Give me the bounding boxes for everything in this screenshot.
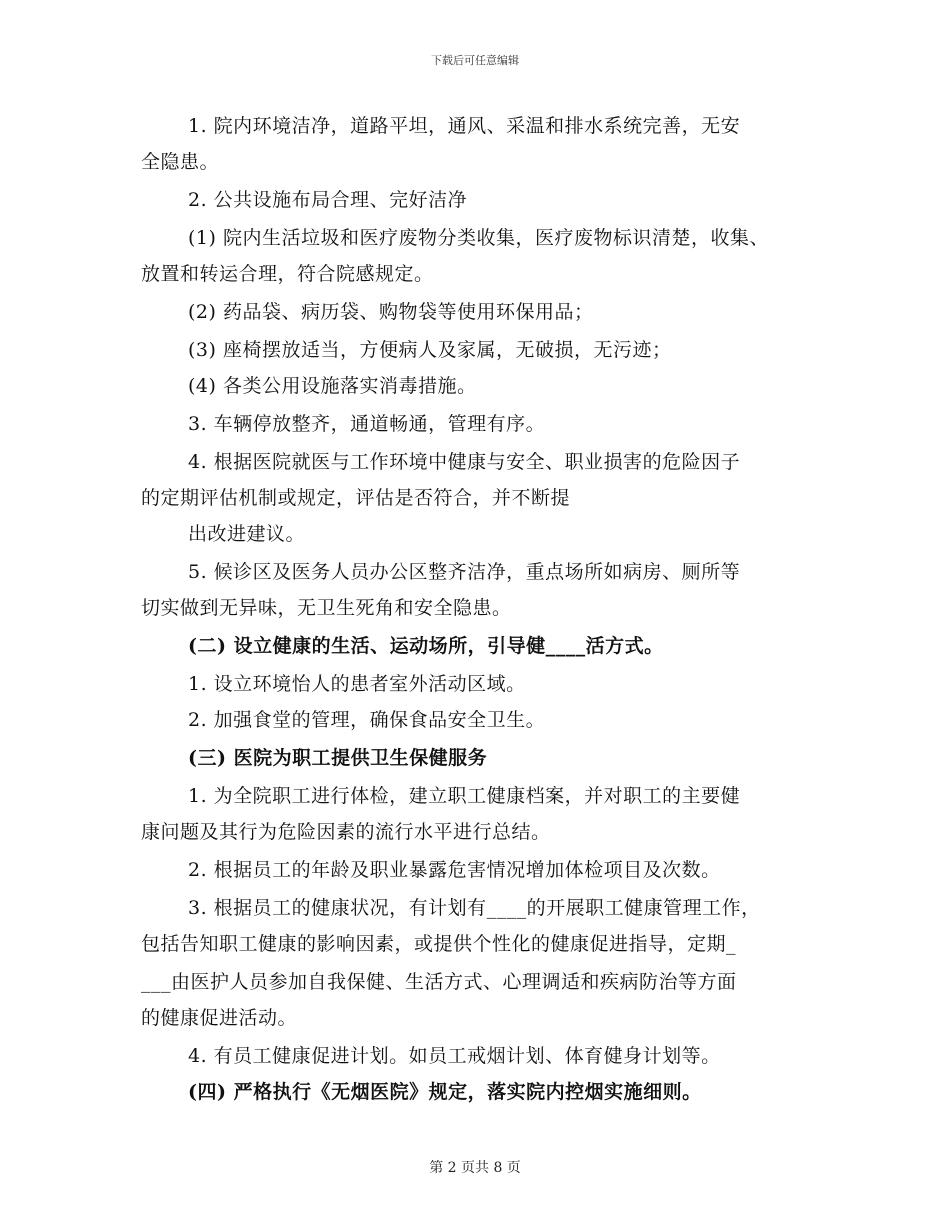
paragraph-line: 5. 候诊区及医务人员办公区整齐洁净，重点场所如病房、厕所等 [188,561,741,583]
paragraph-line: 康问题及其行为危险因素的流行水平进行总结。 [141,821,551,843]
paragraph-line: 放置和转运合理，符合院感规定。 [141,263,434,285]
paragraph-line: 2. 根据员工的年龄及职业暴露危害情况增加体检项目及次数。 [188,859,721,881]
paragraph-line: 1. 设立环境怡人的患者室外活动区域。 [188,673,526,695]
paragraph-line: 全隐患。 [141,151,220,173]
paragraph-line: (3) 座椅摆放适当，方便病人及家属，无破损，无污迹； [188,339,672,361]
paragraph-line: 4. 有员工健康促进计划。如员工戒烟计划、体育健身计划等。 [188,1045,721,1067]
section-heading: (四) 严格执行《无烟医院》规定，落实院内控烟实施细则。 [188,1081,702,1103]
paragraph-line: (4) 各类公用设施落实消毒措施。 [188,375,477,397]
paragraph-line: 的健康促进活动。 [141,1007,298,1029]
section-heading: (二) 设立健康的生活、运动场所，引导健____活方式。 [188,635,664,657]
paragraph-line: 切实做到无异味，无卫生死角和安全隐患。 [141,597,512,619]
paragraph-line: 1. 为全院职工进行体检，建立职工健康档案，并对职工的主要健 [188,785,741,807]
paragraph-line: (1) 院内生活垃圾和医疗废物分类收集，医疗废物标识清楚，收集、 [188,227,769,249]
page-header: 下载后可任意编辑 [431,54,519,67]
paragraph-line: 出改进建议。 [188,523,306,545]
paragraph-line: 2. 公共设施布局合理、完好洁净 [188,189,468,211]
paragraph-line: 1. 院内环境洁净，道路平坦，通风、采温和排水系统完善，无安 [188,115,741,137]
paragraph-line: 3. 车辆停放整齐，通道畅通，管理有序。 [188,413,546,435]
paragraph-line: ___由医护人员参加自我保健、生活方式、心理调适和疾病防治等方面 [141,971,737,993]
paragraph-line: 3. 根据员工的健康状况，有计划有____的开展职工健康管理工作， [188,897,761,919]
paragraph-line: 2. 加强食堂的管理，确保食品安全卫生。 [188,709,546,731]
paragraph-line: 4. 根据医院就医与工作环境中健康与安全、职业损害的危险因子 [188,451,741,473]
paragraph-line: 包括告知职工健康的影响因素，或提供个性化的健康促进指导，定期_ [141,933,737,955]
paragraph-line: 的定期评估机制或规定，评估是否符合，并不断提 [141,487,571,509]
page-footer: 第 2 页共 8 页 [429,1160,521,1176]
paragraph-line: (2) 药品袋、病历袋、购物袋等使用环保用品； [188,301,594,323]
section-heading: (三) 医院为职工提供卫生保健服务 [188,747,488,769]
